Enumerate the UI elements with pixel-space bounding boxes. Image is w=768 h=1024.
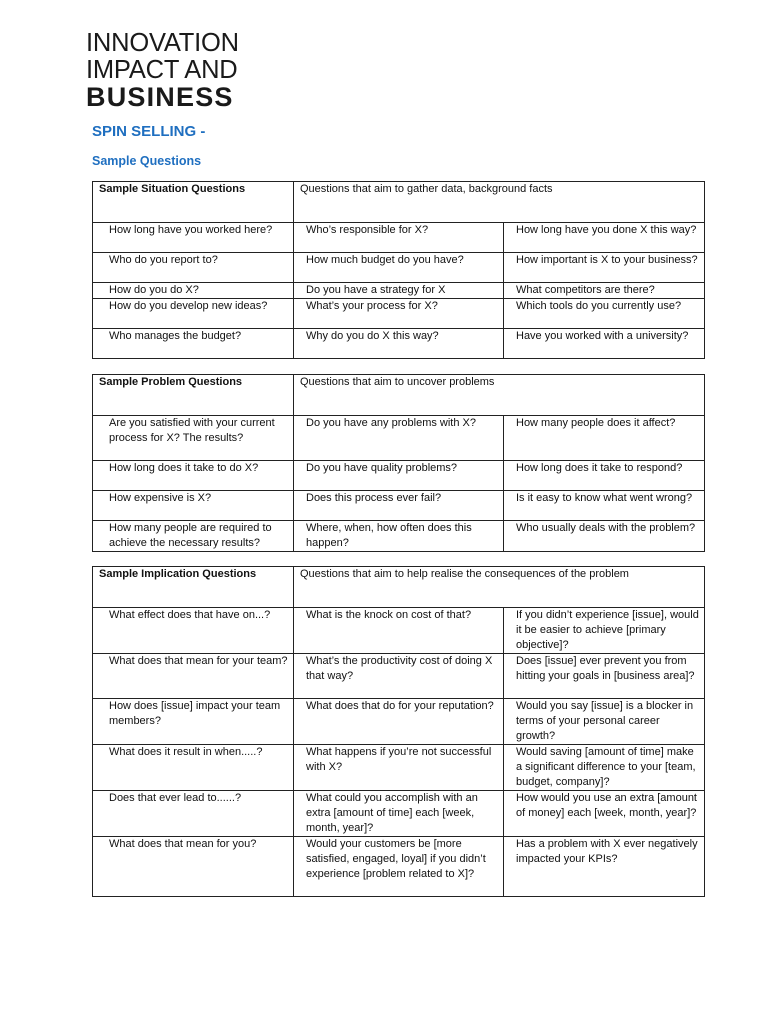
table-heading: Sample Implication Questions xyxy=(93,567,294,608)
question-cell: Would your customers be [more satisfied, engaged, loyal] if you didn’t experience [problem related to X]? xyxy=(294,837,504,897)
question-cell: How would you use an extra [amount of money] each [week, month, year]? xyxy=(504,791,705,837)
question-cell: What is the knock on cost of that? xyxy=(294,608,504,654)
logo-line-1: INNOVATION xyxy=(86,29,239,57)
table-row xyxy=(93,461,705,491)
question-cell: Has a problem with X ever negatively impacted your KPIs? xyxy=(504,837,705,897)
question-cell: Do you have quality problems? xyxy=(294,461,504,491)
question-cell: Who manages the budget? xyxy=(93,329,294,359)
table-description: Questions that aim to uncover problems xyxy=(294,375,705,416)
question-cell: Who’s responsible for X? xyxy=(294,223,504,253)
question-cell: Would saving [amount of time] make a significant difference to your [team, budget, company]? xyxy=(504,745,705,791)
question-cell: What does that mean for you? xyxy=(93,837,294,897)
question-cell: What does that do for your reputation? xyxy=(294,699,504,745)
table-row xyxy=(93,253,705,283)
table-row xyxy=(93,699,705,745)
question-cell: What does that mean for your team? xyxy=(93,654,294,699)
question-cell: Does that ever lead to......? xyxy=(93,791,294,837)
company-logo xyxy=(86,30,239,111)
table-row xyxy=(93,791,705,837)
question-cell: How long have you done X this way? xyxy=(504,223,705,253)
question-cell: What competitors are there? xyxy=(504,283,705,299)
question-cell: Would you say [issue] is a blocker in terms of your personal career growth? xyxy=(504,699,705,745)
question-cell: Who do you report to? xyxy=(93,253,294,283)
question-cell: Does [issue] ever prevent you from hitting your goals in [business area]? xyxy=(504,654,705,699)
table-row xyxy=(93,491,705,521)
table-row xyxy=(93,283,705,299)
implication-questions-table xyxy=(92,566,705,897)
question-cell: What could you accomplish with an extra [amount of time] each [week, month, year]? xyxy=(294,791,504,837)
table-row xyxy=(93,521,705,552)
question-cell: Who usually deals with the problem? xyxy=(504,521,705,552)
question-cell: How long have you worked here? xyxy=(93,223,294,253)
logo-line-3: BUSINESS xyxy=(86,82,234,112)
table-row xyxy=(93,837,705,897)
question-cell: How do you develop new ideas? xyxy=(93,299,294,329)
document-title: SPIN SELLING - xyxy=(92,123,206,140)
question-cell: How expensive is X? xyxy=(93,491,294,521)
question-cell: What happens if you’re not successful with X? xyxy=(294,745,504,791)
question-cell: Do you have any problems with X? xyxy=(294,416,504,461)
question-cell: What does it result in when.....? xyxy=(93,745,294,791)
table-description: Questions that aim to gather data, background facts xyxy=(294,182,705,223)
question-cell: How does [issue] impact your team members? xyxy=(93,699,294,745)
logo-line-2: IMPACT AND xyxy=(86,56,238,84)
question-cell: Where, when, how often does this happen? xyxy=(294,521,504,552)
question-cell: Does this process ever fail? xyxy=(294,491,504,521)
question-cell: Have you worked with a university? xyxy=(504,329,705,359)
table-heading: Sample Problem Questions xyxy=(93,375,294,416)
question-cell: Do you have a strategy for X xyxy=(294,283,504,299)
table-row xyxy=(93,654,705,699)
question-cell: Which tools do you currently use? xyxy=(504,299,705,329)
question-cell: If you didn’t experience [issue], would it be easier to achieve [primary objective]? xyxy=(504,608,705,654)
question-cell: How important is X to your business? xyxy=(504,253,705,283)
table-row xyxy=(93,745,705,791)
question-cell: How much budget do you have? xyxy=(294,253,504,283)
question-cell: What effect does that have on...? xyxy=(93,608,294,654)
problem-questions-table xyxy=(92,374,705,552)
table-row xyxy=(93,329,705,359)
section-subtitle: Sample Questions xyxy=(92,154,202,168)
table-row xyxy=(93,608,705,654)
table-row xyxy=(93,223,705,253)
table-row xyxy=(93,416,705,461)
question-cell: How do you do X? xyxy=(93,283,294,299)
question-cell: How many people does it affect? xyxy=(504,416,705,461)
situation-questions-table xyxy=(92,181,705,359)
table-heading: Sample Situation Questions xyxy=(93,182,294,223)
question-cell: Is it easy to know what went wrong? xyxy=(504,491,705,521)
question-cell: How many people are required to achieve the necessary results? xyxy=(93,521,294,552)
question-cell: What’s your process for X? xyxy=(294,299,504,329)
question-cell: How long does it take to respond? xyxy=(504,461,705,491)
question-cell: Why do you do X this way? xyxy=(294,329,504,359)
table-description: Questions that aim to help realise the consequences of the problem xyxy=(294,567,705,608)
question-cell: Are you satisfied with your current process for X? The results? xyxy=(93,416,294,461)
table-row xyxy=(93,299,705,329)
question-cell: What’s the productivity cost of doing X that way? xyxy=(294,654,504,699)
question-cell: How long does it take to do X? xyxy=(93,461,294,491)
